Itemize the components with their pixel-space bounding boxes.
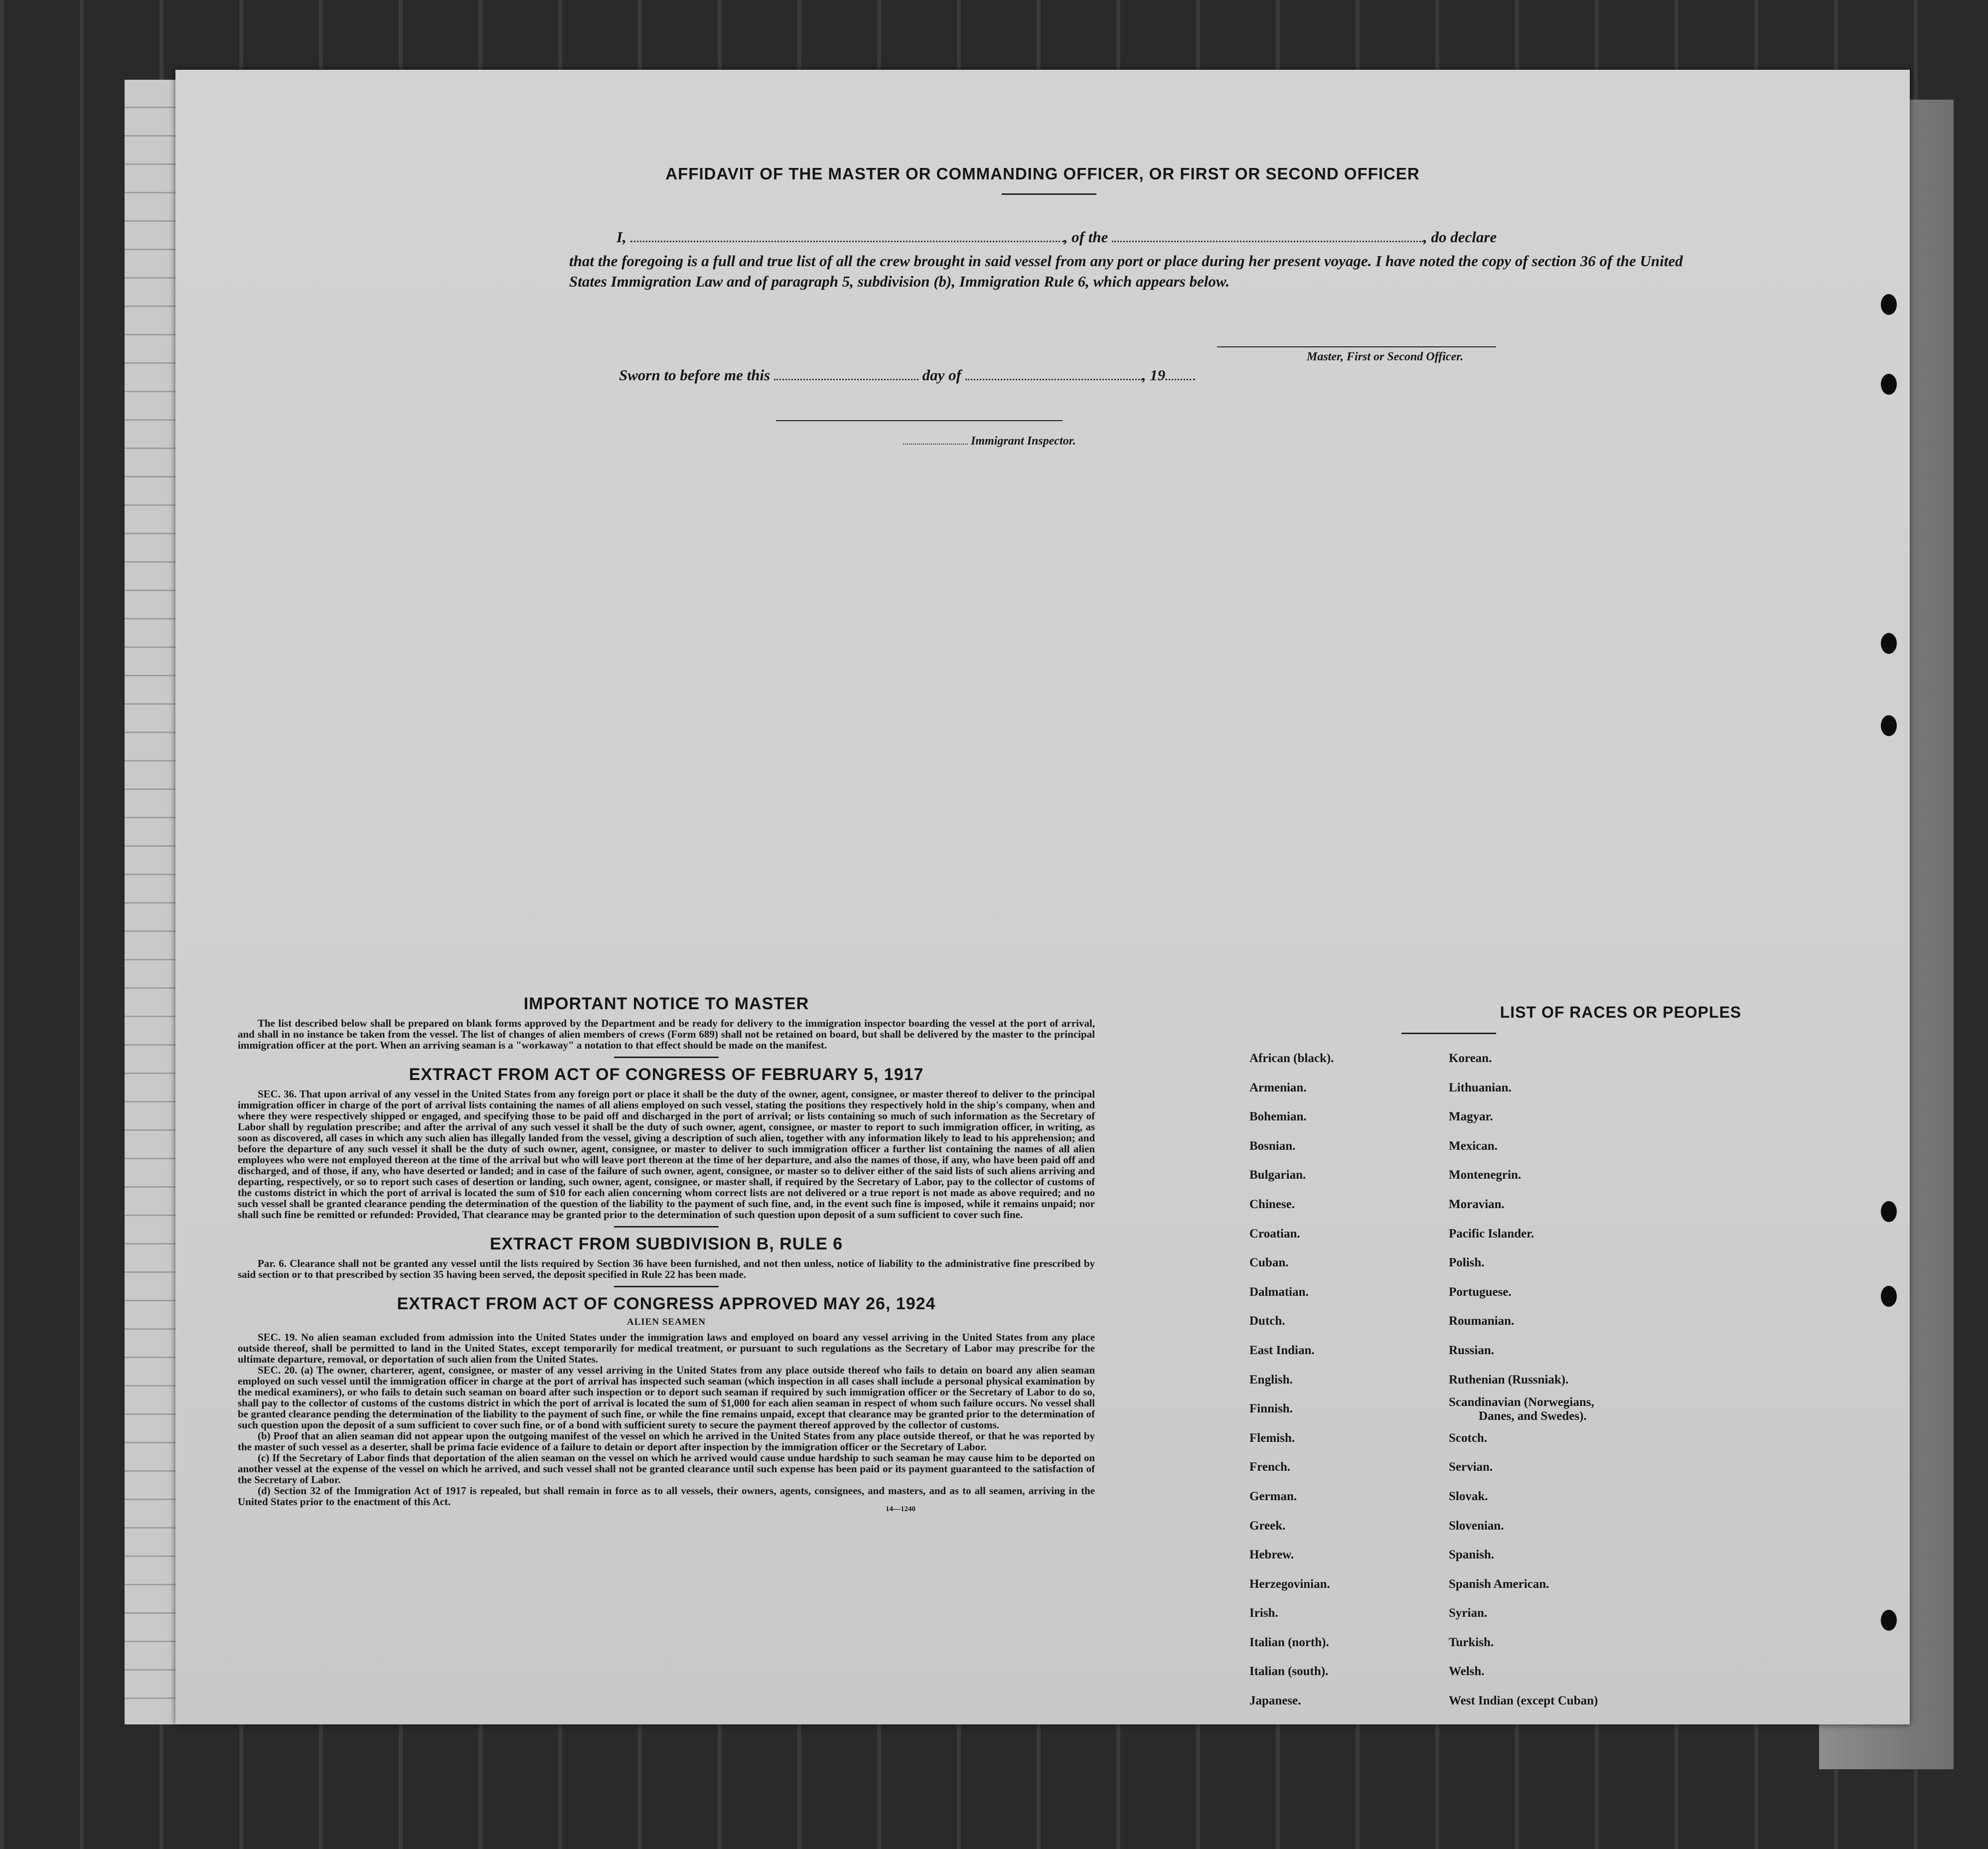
act-1924-subtitle: ALIEN SEAMEN [626, 1317, 706, 1327]
declaration-line [616, 228, 1713, 246]
sworn-year-field[interactable] [1165, 379, 1195, 380]
race-item-continuation: Danes, and Swedes). [1479, 1409, 1587, 1423]
divider [614, 1286, 719, 1287]
race-item: Italian (north). [1249, 1635, 1329, 1649]
race-item: Russian. [1449, 1343, 1495, 1357]
sworn-day-field[interactable] [774, 379, 918, 380]
race-item: Turkish. [1449, 1635, 1494, 1649]
act-1917-title: EXTRACT FROM ACT OF CONGRESS OF FEBRUARY 5, 1917 [409, 1065, 924, 1084]
notice-text: The list described below shall be prepared on blank forms approved by the Department and be ready for delivery to the immigration inspector boarding the vessel at the port of arrival, and shall in no instance be taken from the vessel. The list of changes of alien members of crews (Form 689) shall not be retained on board, but shall be delivered by the master to the principal immigration officer at the port. When an arriving seaman is a "workaway" a notation to that effect should be made on the manifest. [238, 1017, 1095, 1051]
race-item: Spanish. [1449, 1548, 1495, 1562]
race-item: Polish. [1449, 1256, 1485, 1270]
affidavit-title: AFFIDAVIT OF THE MASTER OR COMMANDING OFFICER, OR FIRST OR SECOND OFFICER [665, 164, 1420, 183]
race-item: French. [1249, 1460, 1291, 1474]
race-item: Montenegrin. [1449, 1168, 1522, 1182]
race-item: Magyar. [1449, 1110, 1493, 1124]
race-item: Moravian. [1449, 1197, 1505, 1211]
races-title: LIST OF RACES OR PEOPLES [1500, 1003, 1742, 1021]
act-1924-sec20d: (d) Section 32 of the Immigration Act of 1917 is repealed, but shall remain in force as to all vessels, their owners, agents, consignees, and masters, and as to all seamen, arriving in the United States prior to the enactment of this Act. [238, 1485, 1095, 1508]
act-1917-sec36: SEC. 36. That upon arrival of any vessel in the United States from any foreign port or place it shall be the duty of the owner, agent, consignee, or master thereof to deliver to the principal immigration officer in charge of the port of arrival lists containing the names of all aliens employed on such vessel, stating the positions they respectively hold in the ship's company, when and where they were respectively shipped or engaged, and specifying those to be paid off and discharged in the port of arrival; or lists containing so much of such information as the Secretary of Labor shall by regulation prescribe; and after the arrival of any such vessel it shall be the duty of such owner, agent, consignee, or master to report to such immigration officer, in writing, as soon as discovered, all cases in which any such alien has illegally landed from the vessel, giving a description of such alien, together with any information likely to lead to his apprehension; and before the departure of any such vessel it shall be the duty of such owner, agent, consignee, or master to deliver to such immigration officer a further list containing the names of all alien employees who were not employed thereon at the time of the arrival but who will leave port thereon at the time of her departure, and also the names of those, if any, who have been paid off and discharged, and of those, if any, who have deserted or landed; and in case of the failure of such owner, agent, consignee, or master so to deliver either of the said lists of such aliens arriving and departing, respectively, or so to report such cases of desertion or landing, such owner, agent, consignee, or master shall, if required by the Secretary of Labor, pay to the collector of customs of the customs district in which the port of arrival is located the sum of $10 for each alien concerning whom correct lists are not delivered or a true report is not made as above required; and no such vessel shall be granted clearance pending the determination of the question of the liability to the payment of such fine, and, in the event such fine is imposed, while it remains unpaid; nor shall such fine be remitted or refunded: Provided, That clearance may be granted prior to the determination of such question upon deposit of a sum sufficient to cover such fine. [238, 1088, 1095, 1221]
title-underline [1002, 193, 1096, 195]
race-item: English. [1249, 1373, 1293, 1387]
race-item: German. [1249, 1489, 1297, 1503]
race-item: Lithuanian. [1449, 1080, 1512, 1094]
manifest-page [175, 70, 1910, 1724]
act-1924-sec20b: (b) Proof that an alien seaman did not appear upon the outgoing manifest of the vessel on which he arrived in the United States from any place outside thereof, or that he was reported by the master of such vessel as a deserter, shall be prima facie evidence of a failure to detain or deport after inspection by the immigration officer or the Secretary of Labor. [238, 1430, 1095, 1453]
race-item: Dalmatian. [1249, 1285, 1309, 1299]
binder-hole [1881, 294, 1897, 315]
inspector-label-row [903, 435, 1076, 448]
race-item: African (black). [1249, 1052, 1334, 1065]
act-1924-sec20c: (c) If the Secretary of Labor finds that deportation of the alien seaman on the vessel on which he arrived would cause undue hardship to such seaman he may cause him to be deported on another vessel at the expense of the vessel on which he arrived, and such vessel shall not be granted clearance until such expense has been paid or its payment guaranteed to the satisfaction of the Secretary of Labor. [238, 1452, 1095, 1486]
sworn-prefix: Sworn to before me this [619, 366, 770, 384]
race-item: Croatian. [1249, 1227, 1300, 1240]
race-item: Korean. [1449, 1052, 1492, 1065]
race-item: Italian (south). [1249, 1665, 1329, 1679]
sworn-year: , 19 [1142, 366, 1166, 384]
races-column-2 [1449, 1044, 1598, 1716]
race-item: Japanese. [1249, 1694, 1301, 1708]
race-item: Scotch. [1449, 1431, 1488, 1445]
binder-hole [1881, 1286, 1897, 1307]
sworn-day-of: day of [922, 366, 961, 384]
race-item: Spanish American. [1449, 1577, 1549, 1591]
race-item: Slovenian. [1449, 1519, 1504, 1533]
act-1924-title: EXTRACT FROM ACT OF CONGRESS APPROVED MAY 26, 1924 [397, 1294, 936, 1313]
rule6-title: EXTRACT FROM SUBDIVISION B, RULE 6 [489, 1234, 843, 1253]
race-item: Welsh. [1449, 1665, 1485, 1679]
races-column-1 [1249, 1044, 1334, 1716]
race-item: Pacific Islander. [1449, 1227, 1534, 1240]
race-item: Cuban. [1249, 1256, 1289, 1270]
race-item: East Indian. [1249, 1343, 1315, 1357]
vessel-name-field[interactable] [1112, 241, 1423, 242]
race-item: Bosnian. [1249, 1139, 1296, 1153]
race-item: Hebrew. [1249, 1548, 1294, 1562]
race-item: Greek. [1249, 1519, 1286, 1533]
act-1924-sec19: SEC. 19. No alien seaman excluded from admission into the United States under the immigration laws and employed on board any vessel arriving in the United States from any place outside thereof, shall be permitted to land in the United States, except temporarily for medical treatment, or pursuant to such regulations as the Secretary of Labor may prescribe for the ultimate departure, removal, or deportation of such alien from the United States. [238, 1331, 1095, 1365]
notice-title: IMPORTANT NOTICE TO MASTER [523, 994, 809, 1013]
notices-column [238, 994, 1095, 1514]
binder-hole [1881, 1610, 1897, 1631]
divider [614, 1226, 719, 1228]
race-item: Roumanian. [1449, 1314, 1515, 1328]
form-code: 14—1240 [886, 1505, 916, 1513]
race-item: Armenian. [1249, 1080, 1307, 1094]
affidavit-body: that the foregoing is a full and true list of all the crew brought in said vessel from any port or place during her present voyage. I have noted the copy of section 36 of the United States Immigration Law and of paragraph 5, subdivision (b), Immigration Rule 6, which appears below. [569, 252, 1683, 290]
race-item: Portuguese. [1449, 1285, 1512, 1299]
races-title-underline [1401, 1033, 1496, 1034]
race-item: Bulgarian. [1249, 1168, 1306, 1182]
declaration-of-the: , of the [1064, 228, 1108, 246]
sworn-month-field[interactable] [965, 379, 1142, 380]
binder-hole [1881, 633, 1897, 654]
binder-hole [1881, 1201, 1897, 1222]
rule6-text: Par. 6. Clearance shall not be granted any vessel until the lists required by Section 36 have been furnished, and not then unless, notice of liability to the administrative fine prescribed by said section or to that prescribed by section 35 having been served, the deposit specified in Rule 22 has been made. [238, 1257, 1095, 1280]
declaration-declare: , do declare [1423, 228, 1497, 246]
race-item: Herzegovinian. [1249, 1577, 1330, 1591]
binder-hole [1881, 374, 1897, 395]
sworn-line [619, 366, 1195, 384]
race-item: Ruthenian (Russniak). [1449, 1373, 1569, 1387]
master-signature-label: Master, First or Second Officer. [1307, 350, 1464, 363]
master-signature-line[interactable] [1217, 346, 1496, 347]
binder-hole [1881, 715, 1897, 736]
race-item: Flemish. [1249, 1431, 1295, 1445]
inspector-signature-line[interactable] [776, 420, 1063, 421]
race-item: Chinese. [1249, 1197, 1295, 1211]
inspector-dots [903, 444, 968, 445]
master-name-field[interactable] [630, 241, 1064, 242]
race-item: West Indian (except Cuban) [1449, 1694, 1598, 1708]
race-item: Bohemian. [1249, 1110, 1307, 1124]
race-item: Slovak. [1449, 1489, 1488, 1503]
race-item: Syrian. [1449, 1606, 1488, 1620]
race-item: Dutch. [1249, 1314, 1285, 1328]
race-item: Finnish. [1249, 1402, 1293, 1416]
race-item: Mexican. [1449, 1139, 1498, 1153]
race-item: Irish. [1249, 1606, 1278, 1620]
divider [614, 1057, 719, 1058]
race-item: Servian. [1449, 1460, 1493, 1474]
race-item: Scandinavian (Norwegians, Danes, and Swedes). [1449, 1394, 1598, 1424]
act-1924-sec20a: SEC. 20. (a) The owner, charterer, agent, consignee, or master of any vessel arriving in the United States from any place outside thereof who fails to detain on board any alien seaman employed on such vessel until the immigration officer in charge at the port of arrival has inspected such seaman (which inspection in all cases shall include a personal physical examination by the medical examiners), or who fails to detain such seaman on board after such inspection or to deport such seaman if required by such immigration officer or the Secretary of Labor to do so, shall pay to the collector of customs of the customs district in which the port of arrival is located the sum of $1,000 for each alien seaman in respect of whom such failure occurs. No vessel shall be granted clearance pending the determination of the liability to the payment of such fine, or while the fine remains unpaid, except that clearance may be granted prior to the determination of such question upon the deposit of a sum sufficient to cover such fine, or of a bond with sufficient surety to secure the payment thereof approved by the collector of customs. [238, 1364, 1095, 1431]
declaration-i: I, [616, 228, 626, 246]
inspector-label: Immigrant Inspector. [971, 435, 1076, 448]
